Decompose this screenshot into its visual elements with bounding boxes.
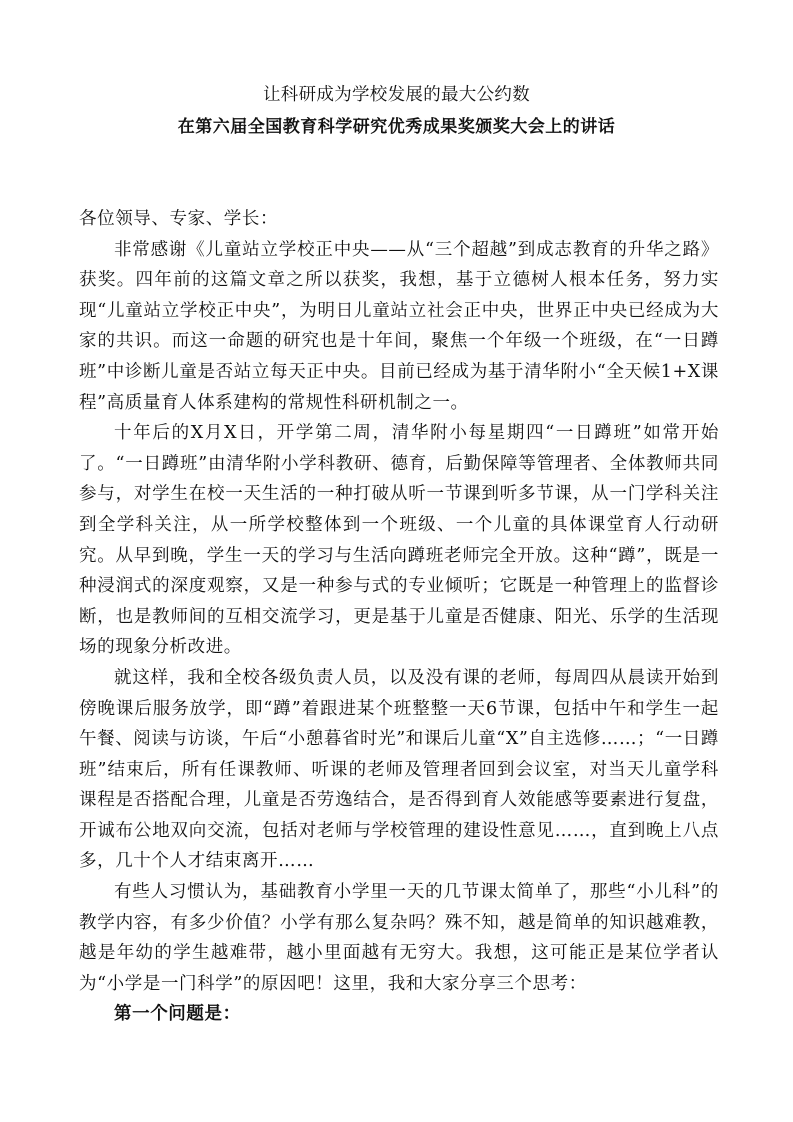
paragraph-1: 非常感谢《儿童站立学校正中央——从“三个超越”到成志教育的升华之路》获奖。四年前的这篇文章之所以获奖，我想，基于立德树人根本任务，努力实现“儿童站立学校正中央”，为明日儿童站立社会正中央，世界正中央已经成为大家的共识。而这一命题的研究也是十年间，聚焦一个年级一个班级，在“一日蹲班”中诊断儿童是否站立每天正中央。目前已经成为基于清华附小“全天候1+X课程”高质量育人体系建构的常规性科研机制之一。 <box>79 239 719 413</box>
document-body <box>79 204 719 1030</box>
document-title: 让科研成为学校发展的最大公约数 <box>263 85 530 105</box>
document-subtitle: 在第六届全国教育科学研究优秀成果奖颁奖大会上的讲话 <box>177 117 616 137</box>
paragraph-2: 十年后的X月X日，开学第二周，清华附小每星期四“一日蹲班”如常开始了。“一日蹲班”由清华附小学科教研、德育，后勤保障等管理者、全体教师共同参与，对学生在校一天生活的一种打破从听一节课到听多节课，从一门学科关注到全学科关注，从一所学校整体到一个班级、一个儿童的具体课堂育人行动研究。从早到晚，学生一天的学习与生活向蹲班老师完全开放。这种“蹲”，既是一种浸润式的深度观察，又是一种参与式的专业倾听；它既是一种管理上的监督诊断，也是教师间的互相交流学习，更是基于儿童是否健康、阳光、乐学的生活现场的现象分析改进。 <box>79 423 719 658</box>
paragraph-3: 就这样，我和全校各级负责人员，以及没有课的老师，每周四从晨读开始到傍晚课后服务放学，即“蹲”着跟进某个班整整一天6节课，包括中午和学生一起午餐、阅读与访谈，午后“小憩暮省时光”和课后儿童“X”自主选修……；“一日蹲班”结束后，所有任课教师、听课的老师及管理者回到会议室，对当天儿童学科课程是否搭配合理，儿童是否劳逸结合，是否得到育人效能感等要素进行复盘，开诚布公地双向交流，包括对老师与学校管理的建设性意见……，直到晚上八点多，几十个人才结束离开…… <box>79 667 719 872</box>
salutation: 各位领导、专家、学长： <box>79 209 279 229</box>
section-heading: 第一个问题是： <box>114 1004 241 1025</box>
paragraph-4: 有些人习惯认为，基础教育小学里一天的几节课太简单了，那些“小儿科”的教学内容，有多少价值？小学有那么复杂吗？殊不知，越是简单的知识越难教，越是年幼的学生越难带，越小里面越有无穷大。我想，这可能正是某位学者认为“小学是一门科学”的原因吧！这里，我和大家分享三个思考： <box>79 882 719 994</box>
